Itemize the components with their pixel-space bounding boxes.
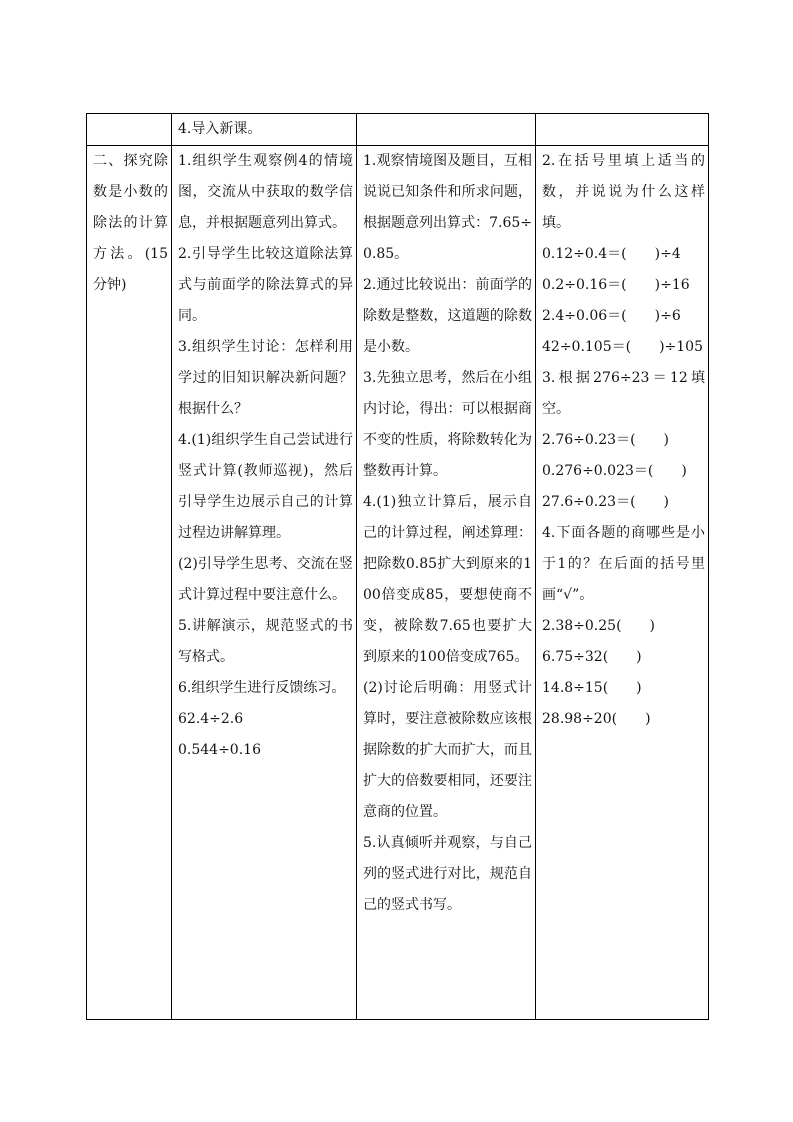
student-step: 5.认真倾听并观察，与自己列的竖式进行对比，规范自己的竖式书写。 bbox=[363, 835, 532, 913]
exercise-prompt: 3.根据276÷23＝12填空。 bbox=[542, 370, 705, 417]
student-step: 2.通过比较说出：前面学的除数是整数，这道题的除数是小数。 bbox=[363, 277, 532, 355]
exercise-item: 0.276÷0.023＝( ) bbox=[542, 463, 687, 479]
student-activity-cell bbox=[357, 114, 536, 146]
exercise-item: 27.6÷0.23＝( ) bbox=[542, 494, 669, 510]
exercise-item: 2.38÷0.25( ) bbox=[542, 618, 655, 634]
teacher-step: (2)引导学生思考、交流在竖式计算过程中要注意什么。 bbox=[178, 556, 353, 603]
teacher-step: 2.引导学生比较这道除法算式与前面学的除法算式的异同。 bbox=[178, 246, 353, 324]
student-step: 1.观察情境图及题目，互相说说已知条件和所求问题，根据题意列出算式：7.65÷0.85。 bbox=[363, 153, 532, 262]
teacher-activity-cell bbox=[172, 114, 357, 146]
exercise-cell bbox=[536, 114, 709, 146]
teacher-step: 3.组织学生讨论：怎样利用学过的旧知识解决新问题？根据什么？ bbox=[178, 339, 353, 417]
exercise-item: 2.4÷0.06＝( )÷6 bbox=[542, 308, 681, 324]
exercise-prompt: 4.下面各题的商哪些是小于1的？在后面的括号里画“√”。 bbox=[542, 525, 705, 603]
student-step: 4.(1)独立计算后，展示自己的计算过程，阐述算理：把除数0.85扩大到原来的100倍变成85，要想使商不变，被除数7.65也要扩大到原来的100倍变成765。 bbox=[363, 494, 532, 665]
practice-problem: 0.544÷0.16 bbox=[178, 742, 261, 758]
stage-cell bbox=[87, 146, 172, 1020]
exercise-cell bbox=[536, 146, 709, 1020]
exercise-prompt: 2.在括号里填上适当的数，并说说为什么这样填。 bbox=[542, 153, 705, 231]
exercise-item: 6.75÷32( ) bbox=[542, 649, 642, 665]
table-row-intro bbox=[87, 114, 709, 146]
student-step: (2)讨论后明确：用竖式计算时，要注意被除数应该根据除数的扩大而扩大，而且扩大的倍数要相同，还要注意商的位置。 bbox=[363, 680, 532, 820]
exercise-item: 14.8÷15( ) bbox=[542, 680, 642, 696]
teacher-step: 1.组织学生观察例4的情境图，交流从中获取的数学信息，并根据题意列出算式。 bbox=[178, 153, 353, 231]
teacher-activity-cell bbox=[172, 146, 357, 1020]
exercise-item: 28.98÷20( ) bbox=[542, 711, 651, 727]
teacher-step: 4.(1)组织学生自己尝试进行竖式计算(教师巡视)，然后引导学生边展示自己的计算过程边讲解算理。 bbox=[178, 432, 353, 541]
teacher-activity-text: 4.导入新课。 bbox=[178, 121, 262, 137]
exercise-item: 0.2÷0.16＝( )÷16 bbox=[542, 277, 690, 293]
exercise-item: 2.76÷0.23＝( ) bbox=[542, 432, 669, 448]
teacher-step: 5.讲解演示，规范竖式的书写格式。 bbox=[178, 618, 353, 665]
student-step: 3.先独立思考，然后在小组内讨论，得出：可以根据商不变的性质，将除数转化为整数再计算。 bbox=[363, 370, 532, 479]
exercise-item: 0.12÷0.4＝( )÷4 bbox=[542, 246, 681, 262]
lesson-plan-table bbox=[86, 113, 709, 1020]
exercise-item: 42÷0.105＝( )÷105 bbox=[542, 339, 703, 355]
table-row-main bbox=[87, 146, 709, 1020]
stage-cell bbox=[87, 114, 172, 146]
student-activity-cell bbox=[357, 146, 536, 1020]
teacher-step: 6.组织学生进行反馈练习。 bbox=[178, 680, 346, 696]
stage-text: 二、探究除数是小数的除法的计算方法。(15分钟) bbox=[93, 153, 168, 293]
practice-problem: 62.4÷2.6 bbox=[178, 711, 244, 727]
